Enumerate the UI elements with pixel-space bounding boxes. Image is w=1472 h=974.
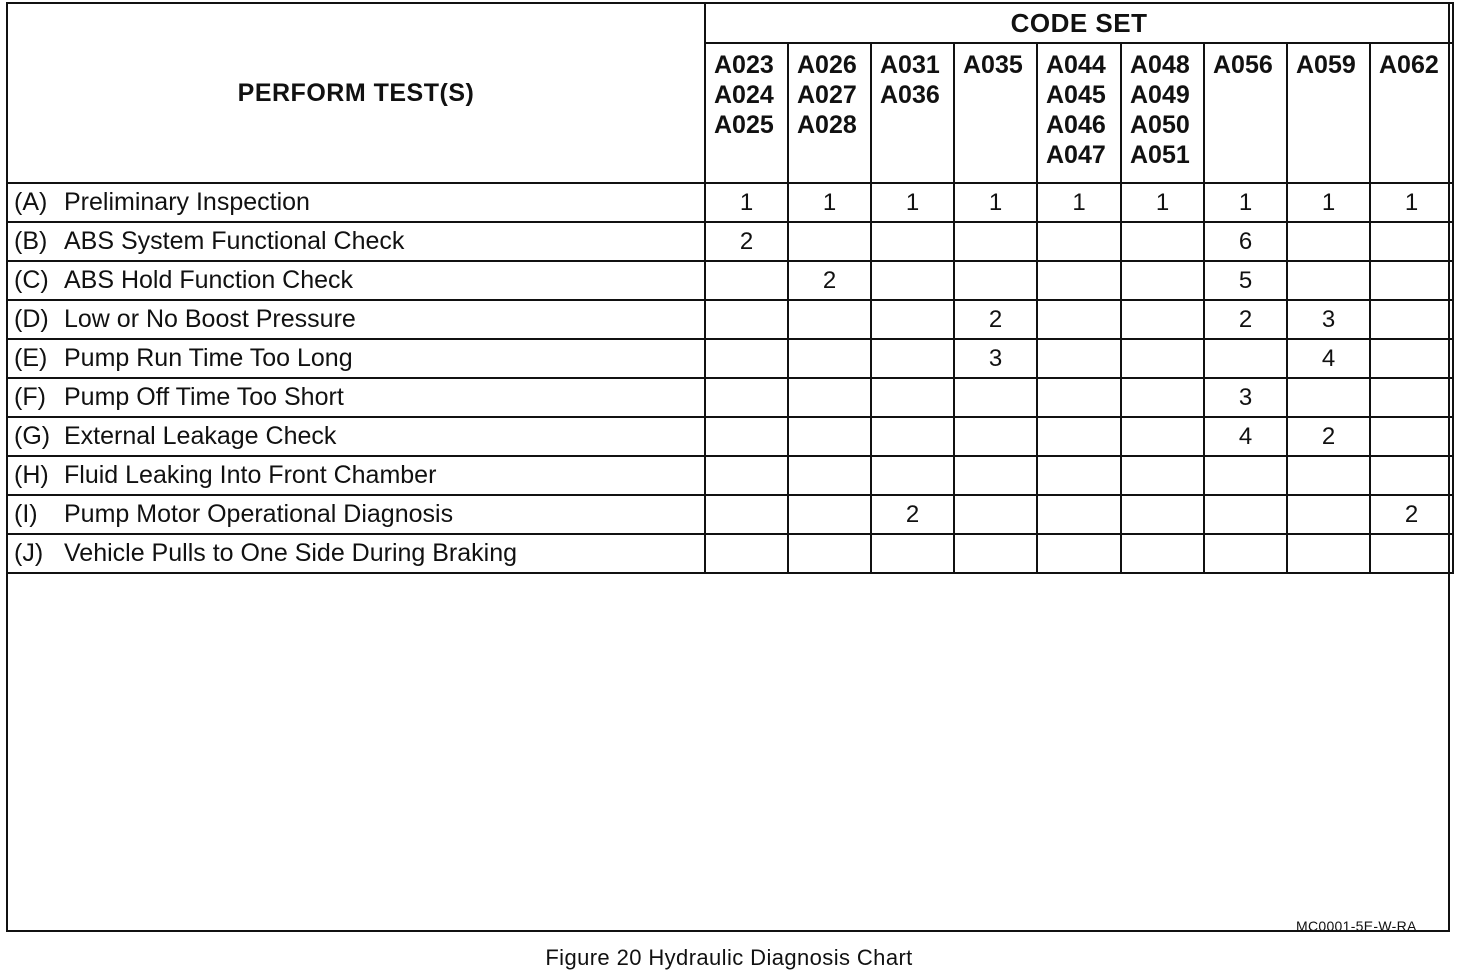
test-order-cell: 3 bbox=[1204, 378, 1287, 417]
test-order-cell bbox=[1121, 222, 1204, 261]
test-order-cell: 1 bbox=[1121, 183, 1204, 222]
test-order-cell bbox=[788, 417, 871, 456]
test-row bbox=[7, 339, 1453, 378]
test-row bbox=[7, 534, 1453, 573]
code-group-header bbox=[954, 43, 1037, 183]
test-name: Low or No Boost Pressure bbox=[64, 305, 356, 333]
test-label bbox=[7, 534, 705, 573]
code-label: A026 bbox=[797, 51, 857, 79]
test-order-cell bbox=[954, 495, 1037, 534]
test-order-cell: 1 bbox=[1204, 183, 1287, 222]
test-order-cell bbox=[788, 495, 871, 534]
test-order-cell bbox=[788, 534, 871, 573]
code-label: A051 bbox=[1130, 141, 1190, 169]
test-order-cell bbox=[1037, 534, 1121, 573]
test-row bbox=[7, 378, 1453, 417]
test-order-cell bbox=[871, 534, 954, 573]
test-order-cell bbox=[871, 456, 954, 495]
test-order-cell bbox=[1037, 339, 1121, 378]
test-order-cell bbox=[954, 534, 1037, 573]
code-label: A035 bbox=[963, 51, 1023, 79]
test-order-cell bbox=[705, 300, 788, 339]
test-order-cell: 3 bbox=[954, 339, 1037, 378]
test-order-cell: 1 bbox=[788, 183, 871, 222]
code-label: A036 bbox=[880, 81, 940, 109]
test-letter: (G) bbox=[14, 422, 51, 450]
figure-caption: Figure 20 Hydraulic Diagnosis Chart bbox=[545, 945, 913, 970]
code-group-header bbox=[1287, 43, 1370, 183]
test-order-cell bbox=[788, 456, 871, 495]
test-order-cell: 6 bbox=[1204, 222, 1287, 261]
test-label bbox=[7, 222, 705, 261]
test-order-cell: 1 bbox=[1037, 183, 1121, 222]
test-order-cell bbox=[705, 417, 788, 456]
code-group-header bbox=[1121, 43, 1204, 183]
code-group-header bbox=[1037, 43, 1121, 183]
test-order-cell bbox=[871, 339, 954, 378]
test-order-cell bbox=[1121, 339, 1204, 378]
test-name: Pump Run Time Too Long bbox=[64, 344, 353, 372]
test-order-cell: 1 bbox=[1370, 183, 1453, 222]
test-order-cell: 1 bbox=[871, 183, 954, 222]
test-order-cell bbox=[1204, 495, 1287, 534]
test-letter: (H) bbox=[14, 461, 49, 489]
code-label: A048 bbox=[1130, 51, 1190, 79]
test-order-cell: 2 bbox=[1370, 495, 1453, 534]
code-label: A027 bbox=[797, 81, 857, 109]
code-label: A046 bbox=[1046, 111, 1106, 139]
hydraulic-diagnosis-table bbox=[6, 2, 1454, 574]
test-order-cell bbox=[1037, 417, 1121, 456]
test-order-cell bbox=[705, 495, 788, 534]
test-label bbox=[7, 339, 705, 378]
test-order-cell bbox=[788, 339, 871, 378]
test-order-cell bbox=[1121, 261, 1204, 300]
test-letter: (C) bbox=[14, 266, 49, 294]
test-order-cell bbox=[1037, 495, 1121, 534]
test-order-cell bbox=[788, 222, 871, 261]
code-label: A044 bbox=[1046, 51, 1106, 79]
test-name: ABS Hold Function Check bbox=[64, 266, 354, 294]
test-order-cell bbox=[1287, 261, 1370, 300]
test-order-cell: 2 bbox=[1204, 300, 1287, 339]
test-order-cell: 4 bbox=[1204, 417, 1287, 456]
test-order-cell: 2 bbox=[1287, 417, 1370, 456]
test-order-cell bbox=[705, 339, 788, 378]
test-order-cell bbox=[1370, 261, 1453, 300]
test-order-cell bbox=[1121, 417, 1204, 456]
test-order-cell bbox=[1370, 339, 1453, 378]
test-order-cell bbox=[1287, 456, 1370, 495]
code-group-header bbox=[1370, 43, 1453, 183]
test-row bbox=[7, 222, 1453, 261]
test-order-cell: 2 bbox=[871, 495, 954, 534]
test-order-cell bbox=[871, 222, 954, 261]
test-order-cell bbox=[1037, 456, 1121, 495]
test-name: Preliminary Inspection bbox=[64, 188, 310, 216]
test-order-cell bbox=[1121, 495, 1204, 534]
test-letter: (F) bbox=[14, 383, 46, 411]
test-label bbox=[7, 378, 705, 417]
code-label: A045 bbox=[1046, 81, 1106, 109]
test-name: External Leakage Check bbox=[64, 422, 337, 450]
test-row bbox=[7, 261, 1453, 300]
test-order-cell bbox=[1121, 534, 1204, 573]
perform-tests-header: PERFORM TEST(S) bbox=[7, 3, 705, 183]
test-name: Pump Off Time Too Short bbox=[64, 383, 344, 411]
test-order-cell bbox=[1287, 378, 1370, 417]
test-order-cell bbox=[1204, 456, 1287, 495]
code-label: A062 bbox=[1379, 51, 1439, 79]
test-order-cell bbox=[1037, 222, 1121, 261]
test-row bbox=[7, 183, 1453, 222]
figure-code: MC0001-5E-W-RA bbox=[1296, 918, 1417, 934]
test-row bbox=[7, 417, 1453, 456]
test-row bbox=[7, 495, 1453, 534]
test-order-cell: 2 bbox=[788, 261, 871, 300]
test-order-cell: 4 bbox=[1287, 339, 1370, 378]
code-label: A024 bbox=[714, 81, 774, 109]
test-letter: (A) bbox=[14, 188, 48, 216]
code-label: A047 bbox=[1046, 141, 1106, 169]
test-row bbox=[7, 456, 1453, 495]
test-order-cell bbox=[1287, 495, 1370, 534]
test-name: Fluid Leaking Into Front Chamber bbox=[64, 461, 437, 489]
test-label bbox=[7, 495, 705, 534]
test-order-cell bbox=[705, 378, 788, 417]
code-set-header: CODE SET bbox=[705, 3, 1453, 43]
test-order-cell bbox=[1370, 378, 1453, 417]
test-order-cell bbox=[871, 417, 954, 456]
code-label: A025 bbox=[714, 111, 774, 139]
code-label: A056 bbox=[1213, 51, 1273, 79]
test-order-cell: 2 bbox=[954, 300, 1037, 339]
test-order-cell bbox=[1287, 222, 1370, 261]
test-order-cell bbox=[705, 456, 788, 495]
code-label: A028 bbox=[797, 111, 857, 139]
test-name: Pump Motor Operational Diagnosis bbox=[64, 500, 454, 528]
test-order-cell bbox=[954, 378, 1037, 417]
test-label bbox=[7, 300, 705, 339]
test-order-cell bbox=[1370, 300, 1453, 339]
test-order-cell bbox=[871, 300, 954, 339]
test-name: Vehicle Pulls to One Side During Braking bbox=[64, 539, 518, 567]
code-label: A049 bbox=[1130, 81, 1190, 109]
test-order-cell bbox=[1121, 456, 1204, 495]
test-order-cell bbox=[1121, 300, 1204, 339]
code-label: A050 bbox=[1130, 111, 1190, 139]
code-group-header bbox=[871, 43, 954, 183]
code-label: A059 bbox=[1296, 51, 1356, 79]
test-order-cell bbox=[788, 300, 871, 339]
test-order-cell bbox=[1037, 300, 1121, 339]
test-order-cell bbox=[1037, 261, 1121, 300]
test-order-cell bbox=[788, 378, 871, 417]
test-order-cell: 3 bbox=[1287, 300, 1370, 339]
test-letter: (D) bbox=[14, 305, 49, 333]
test-order-cell bbox=[871, 378, 954, 417]
code-label: A023 bbox=[714, 51, 774, 79]
test-letter: (E) bbox=[14, 344, 48, 372]
test-order-cell bbox=[1370, 222, 1453, 261]
test-order-cell: 1 bbox=[705, 183, 788, 222]
test-order-cell bbox=[1287, 534, 1370, 573]
code-group-header bbox=[788, 43, 871, 183]
test-order-cell bbox=[954, 261, 1037, 300]
test-order-cell bbox=[1370, 456, 1453, 495]
test-label bbox=[7, 417, 705, 456]
test-order-cell bbox=[871, 261, 954, 300]
test-order-cell: 2 bbox=[705, 222, 788, 261]
test-label bbox=[7, 456, 705, 495]
tests-body bbox=[7, 183, 1453, 573]
test-order-cell bbox=[1370, 534, 1453, 573]
test-order-cell: 1 bbox=[954, 183, 1037, 222]
code-group-header bbox=[705, 43, 788, 183]
test-letter: (J) bbox=[14, 539, 44, 567]
test-order-cell bbox=[1370, 417, 1453, 456]
test-order-cell: 5 bbox=[1204, 261, 1287, 300]
test-label bbox=[7, 183, 705, 222]
test-order-cell bbox=[1204, 339, 1287, 378]
test-order-cell bbox=[954, 456, 1037, 495]
code-label: A031 bbox=[880, 51, 940, 79]
test-order-cell bbox=[1204, 534, 1287, 573]
test-order-cell bbox=[1121, 378, 1204, 417]
test-order-cell: 1 bbox=[1287, 183, 1370, 222]
test-order-cell bbox=[954, 417, 1037, 456]
test-letter: (B) bbox=[14, 227, 48, 255]
test-letter: (I) bbox=[14, 500, 38, 528]
test-order-cell bbox=[705, 261, 788, 300]
code-group-header bbox=[1204, 43, 1287, 183]
test-label bbox=[7, 261, 705, 300]
test-order-cell bbox=[705, 534, 788, 573]
test-name: ABS System Functional Check bbox=[64, 227, 405, 255]
test-order-cell bbox=[954, 222, 1037, 261]
test-order-cell bbox=[1037, 378, 1121, 417]
test-row bbox=[7, 300, 1453, 339]
